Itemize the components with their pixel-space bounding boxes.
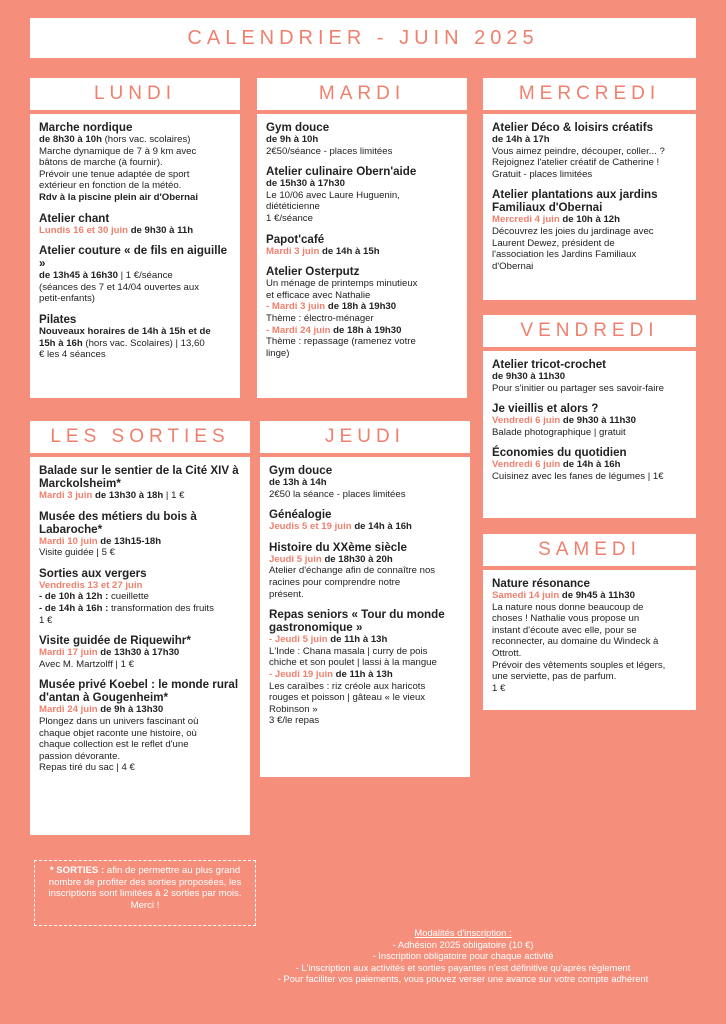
event-line	[269, 657, 462, 669]
event-line	[39, 349, 232, 361]
samedi-header	[483, 534, 696, 566]
event-title: Pilates	[39, 312, 77, 326]
event-text: Rejoignez l'atelier créatif de Catherine !	[492, 157, 660, 169]
event-text: bâtons de marche (à fournir).	[39, 157, 163, 169]
event-line	[39, 326, 232, 338]
event-time: - de 14h à 16h :	[39, 602, 109, 614]
event-time: de 14h à 16h	[560, 459, 621, 471]
event-line	[269, 565, 462, 577]
event-time: de 9h30 à 11h30	[560, 415, 636, 427]
event-date: Lundis 16 et 30 juin	[39, 224, 129, 236]
event-line	[39, 490, 242, 502]
mercredi-header-label: MERCREDI	[518, 83, 661, 104]
event-line	[39, 536, 242, 548]
event-line	[492, 249, 688, 261]
event-item	[269, 541, 462, 600]
event-text: chaque objet raconte une histoire, où	[39, 727, 197, 739]
event-line	[492, 238, 688, 250]
sorties-note	[34, 860, 256, 926]
event-time: de 13h à 14h	[269, 477, 327, 488]
event-title: Histoire du XXème siècle	[269, 540, 407, 554]
event-line	[39, 603, 242, 615]
event-line	[269, 646, 462, 658]
sorties-card	[30, 457, 250, 835]
event-item	[39, 634, 242, 670]
mercredi-header	[483, 78, 696, 110]
event-title: Généalogie	[269, 508, 332, 522]
event-line	[39, 659, 242, 671]
event-text: Plongez dans un univers fascinant où	[39, 715, 199, 727]
event-text: rouges et poisson | gâteau « le vieux	[269, 692, 426, 704]
event-item	[39, 121, 232, 204]
event-time: de 11h à 13h	[332, 668, 393, 680]
event-text: présent.	[269, 588, 304, 600]
event-line	[39, 615, 242, 627]
event-line	[269, 477, 462, 489]
event-date: Vendredi 6 juin	[492, 415, 561, 427]
event-line	[492, 671, 688, 683]
event-title: Atelier culinaire Obern'aide	[266, 165, 417, 179]
event-date: - Jeudi 5 juin	[269, 634, 328, 646]
event-line	[266, 178, 459, 190]
event-text: Balade photographique | gratuit	[492, 426, 626, 438]
event-line	[39, 270, 232, 282]
event-line	[39, 157, 232, 169]
event-time: de 14h à 16h	[351, 521, 412, 533]
event-date: - Mardi 3 juin	[266, 301, 326, 313]
event-line	[492, 427, 688, 439]
event-item	[266, 265, 459, 359]
event-title: Atelier couture « de fils en aiguille »	[39, 244, 228, 271]
event-title: Balade sur le sentier de la Cité XIV à Marckolsheim*	[39, 464, 239, 490]
event-item	[492, 577, 688, 694]
event-text: instant d'écoute avec elle, pour se	[492, 624, 637, 636]
event-time: de 18h à 19h30	[330, 324, 402, 336]
event-item	[266, 233, 459, 258]
event-line	[39, 338, 232, 350]
event-date: Mercredi 4 juin	[492, 214, 560, 226]
event-line	[266, 213, 459, 225]
mardi-header	[257, 78, 467, 110]
event-time: de 18h à 19h30	[325, 301, 397, 313]
event-text: extérieur en fonction de la météo.	[39, 180, 182, 192]
event-line	[492, 415, 688, 427]
event-line	[266, 348, 459, 360]
event-date: Mardi 17 juin	[39, 647, 98, 659]
event-text: une serviette, pas de parfum.	[492, 671, 617, 683]
event-item	[39, 567, 242, 626]
event-text: chiche et son poulet | lassi à la mangue	[269, 657, 437, 669]
event-title: Repas seniors « Tour du monde gastronomique »	[269, 608, 445, 635]
event-line	[39, 728, 242, 740]
event-title: Économies du quotidien	[492, 446, 627, 460]
event-date: Vendredi 6 juin	[492, 459, 561, 471]
jeudi-header-label: JEUDI	[325, 426, 405, 447]
event-text: L'Inde : Chana masala | curry de pois	[269, 645, 428, 657]
modalites-line: - Adhésion 2025 obligatoire (10 €)	[392, 938, 534, 950]
samedi-card	[483, 570, 696, 710]
event-line	[266, 190, 459, 202]
event-item	[492, 121, 688, 180]
event-line	[269, 704, 462, 716]
event-text: Le 10/06 avec Laure Huguenin,	[266, 189, 400, 201]
event-line	[492, 134, 688, 146]
event-line	[269, 521, 462, 533]
event-text: Atelier d'échange afin de connaître nos	[269, 565, 436, 577]
event-item	[39, 678, 242, 774]
event-line	[492, 226, 688, 238]
event-time: de 15h30 à 17h30	[266, 178, 345, 190]
event-line	[492, 683, 688, 695]
event-line	[39, 739, 242, 751]
event-line	[266, 201, 459, 213]
event-text: Découvrez les joies du jardinage avec	[492, 225, 654, 237]
event-line	[39, 716, 242, 728]
event-text: Marche dynamique de 7 à 9 km avec	[39, 145, 197, 157]
event-line	[492, 383, 688, 395]
event-line	[269, 554, 462, 566]
event-line	[266, 313, 459, 325]
event-line	[266, 278, 459, 290]
event-line	[266, 146, 459, 158]
event-date: - Mardi 24 juin	[266, 324, 331, 336]
event-title: Atelier plantations aux jardins Familiaux d'Obernai	[492, 188, 658, 215]
jeudi-header	[260, 421, 470, 453]
event-title: Papot'café	[266, 232, 325, 246]
event-line	[39, 293, 232, 305]
event-time: de 13h15-18h	[97, 535, 162, 547]
event-text: 2€50 la séance - places limitées	[269, 488, 406, 500]
event-text: (hors vac. scolaires)	[101, 134, 191, 145]
event-time: Nouveaux horaires de 14h à 15h et de	[39, 325, 211, 337]
sorties-note-label: * SORTIES :	[49, 865, 105, 876]
event-line	[39, 225, 232, 237]
event-line	[269, 489, 462, 501]
event-title: Sorties aux vergers	[39, 566, 147, 580]
event-item	[269, 464, 462, 500]
event-line	[39, 751, 242, 763]
event-text: et efficace avec Nathalie	[266, 289, 371, 301]
modalites-line: - L'inscription aux activités et sorties payantes n'est définitive qu'après règlement	[295, 961, 631, 973]
sorties-header	[30, 421, 250, 453]
event-title: Gym douce	[269, 464, 333, 477]
modalites-inscription	[200, 927, 726, 985]
event-date: Vendredis 13 et 27 juin	[39, 579, 143, 591]
event-text: Thème : électro-ménager	[266, 312, 374, 324]
event-line	[39, 704, 242, 716]
event-item	[492, 402, 688, 438]
mardi-header-label: MARDI	[318, 83, 406, 104]
event-date: - Jeudi 19 juin	[269, 668, 333, 680]
event-line	[492, 590, 688, 602]
samedi-header-label: SAMEDI	[538, 539, 641, 560]
event-line	[492, 471, 688, 483]
modalites-line: - Pour faciliter vos paiements, vous pouvez verser une avance sur votre compte adhérent	[277, 973, 649, 985]
event-time: de 13h30 à 17h30	[97, 647, 180, 659]
event-title: Je vieillis et alors ?	[492, 402, 599, 416]
event-time: 15h à 16h	[39, 337, 83, 349]
page-title: CALENDRIER - JUIN 2025	[187, 26, 539, 49]
event-line	[39, 647, 242, 659]
event-item	[39, 313, 232, 361]
event-line	[39, 547, 242, 559]
event-line	[266, 325, 459, 337]
event-line	[492, 459, 688, 471]
event-text: Prévoir une tenue adaptée de sport	[39, 168, 190, 180]
event-item	[492, 446, 688, 482]
event-text: racines pour comprendre notre	[269, 576, 401, 588]
event-text: diététicienne	[266, 201, 320, 213]
event-title: Gym douce	[266, 121, 330, 134]
event-title: Atelier Osterputz	[266, 265, 360, 279]
event-text: cueillette	[108, 591, 149, 603]
event-title: Marche nordique	[39, 121, 133, 134]
event-line	[269, 715, 462, 727]
event-line	[492, 157, 688, 169]
event-time: de 9h30 à 11h	[128, 224, 194, 236]
event-line	[269, 669, 462, 681]
event-line	[266, 301, 459, 313]
modalites-title: Modalités d'inscription :	[414, 927, 512, 938]
event-item	[269, 608, 462, 727]
event-title: Musée des métiers du bois à Labaroche*	[39, 509, 197, 536]
event-item	[266, 165, 459, 224]
event-line	[492, 660, 688, 672]
event-line	[269, 634, 462, 646]
event-text: Gratuit - places limitées	[492, 168, 593, 180]
event-time: de 11h à 13h	[327, 634, 388, 646]
event-line	[39, 169, 232, 181]
event-text: | 1 €	[163, 490, 185, 501]
event-text: chaque collection est le reflet d'une	[39, 739, 189, 751]
event-text: transformation des fruits	[108, 602, 214, 614]
event-date: Mardi 3 juin	[39, 490, 93, 501]
event-line	[39, 180, 232, 192]
event-item	[39, 510, 242, 559]
event-text: petit-enfants)	[39, 293, 95, 305]
event-line	[269, 577, 462, 589]
event-text: Avec M. Martzolff | 1 €	[39, 658, 134, 670]
event-line	[39, 146, 232, 158]
event-line	[266, 290, 459, 302]
mardi-card	[257, 114, 467, 398]
event-time: de 18h30 à 20h	[321, 553, 393, 565]
event-line	[269, 681, 462, 693]
event-line	[269, 692, 462, 704]
event-text: Repas tiré du sac | 4 €	[39, 762, 135, 774]
event-title: Atelier Déco & loisirs créatifs	[492, 121, 654, 134]
event-text: Cuisinez avec les fanes de légumes | 1€	[492, 470, 664, 482]
event-line	[39, 282, 232, 294]
event-line	[492, 625, 688, 637]
vendredi-card	[483, 351, 696, 518]
event-text: | 1 €/séance	[117, 270, 173, 282]
event-date: Mardi 24 juin	[39, 704, 98, 716]
event-text: d'Obernai	[492, 260, 534, 272]
event-line	[492, 648, 688, 660]
event-time: de 14h à 15h	[319, 245, 380, 257]
event-item	[39, 464, 242, 502]
event-time: Rdv à la piscine plein air d'Obernai	[39, 191, 199, 203]
event-text: choses ! Nathalie vous propose un	[492, 613, 640, 625]
vendredi-header	[483, 315, 696, 347]
event-text: passion dévorante.	[39, 750, 121, 762]
modalites-line: - Inscription obligatoire pour chaque activité	[372, 950, 554, 962]
event-date: Jeudi 5 juin	[269, 553, 322, 565]
event-text: € les 4 séances	[39, 349, 106, 361]
event-line	[492, 613, 688, 625]
page-title-box	[30, 18, 696, 58]
lundi-card	[30, 114, 240, 398]
event-text: l'association les Jardins Familiaux	[492, 249, 637, 261]
event-time: de 9h à 13h30	[97, 704, 164, 716]
event-text: linge)	[266, 347, 290, 359]
event-text: 3 €/le repas	[269, 715, 320, 727]
event-text: 2€50/séance - places limitées	[266, 145, 393, 157]
event-time: - de 10h à 12h :	[39, 591, 109, 603]
event-line	[39, 192, 232, 204]
event-item	[39, 244, 232, 305]
event-line	[492, 261, 688, 273]
event-line	[492, 146, 688, 158]
event-line	[492, 602, 688, 614]
event-date: Samedi 14 juin	[492, 590, 560, 601]
event-line	[269, 589, 462, 601]
lundi-header-label: LUNDI	[93, 83, 176, 104]
event-item	[266, 121, 459, 157]
event-item	[269, 508, 462, 533]
event-title: Visite guidée de Riquewihr*	[39, 634, 191, 648]
event-line	[492, 371, 688, 383]
event-date: Mardi 10 juin	[39, 535, 98, 547]
event-time: de 8h30 à 10h	[39, 134, 102, 145]
sorties-note-text: afin de permettre au plus grand nombre de profiter des sorties proposées, les inscriptions sont limitées à 2 sorties par mois. Merci !	[48, 865, 242, 911]
event-line	[492, 169, 688, 181]
event-text: La nature nous donne beaucoup de	[492, 601, 644, 613]
event-text: reconnecter, au domaine du Windeck à	[492, 636, 659, 648]
event-time: de 9h30 à 11h30	[492, 371, 566, 382]
event-text: Prévoir des vêtements souples et légers,	[492, 659, 666, 671]
event-title: Nature résonance	[492, 577, 590, 590]
event-text: 1 €	[492, 682, 506, 694]
event-text: (hors vac. Scolaires) | 13,60	[82, 337, 205, 349]
event-text: Un ménage de printemps minutieux	[266, 278, 418, 290]
event-date: Jeudis 5 et 19 juin	[269, 521, 352, 533]
event-line	[266, 336, 459, 348]
event-item	[39, 212, 232, 237]
event-time: de 10h à 12h	[559, 214, 620, 226]
mercredi-card	[483, 114, 696, 300]
event-text: 1 €	[39, 614, 53, 626]
lundi-header	[30, 78, 240, 110]
event-line	[39, 591, 242, 603]
event-date: Mardi 3 juin	[266, 245, 320, 257]
event-time: de 13h30 à 18h	[92, 490, 164, 501]
event-text: Visite guidée | 5 €	[39, 547, 115, 559]
event-title: Atelier tricot-crochet	[492, 358, 607, 371]
sorties-header-label: LES SORTIES	[50, 426, 230, 447]
event-text: (séances des 7 et 14/04 ouvertes aux	[39, 281, 199, 293]
vendredi-header-label: VENDREDI	[520, 320, 659, 341]
event-text: Les caraïbes : riz créole aux haricots	[269, 680, 426, 692]
event-line	[492, 214, 688, 226]
event-text: Thème : repassage (ramenez votre	[266, 336, 416, 348]
event-line	[492, 636, 688, 648]
event-text: Ottrott.	[492, 647, 522, 659]
event-line	[39, 762, 242, 774]
event-item	[492, 188, 688, 272]
event-line	[39, 134, 232, 146]
event-time: de 13h45 à 16h30	[39, 270, 118, 282]
event-line	[266, 134, 459, 146]
event-text: Robinson »	[269, 703, 318, 715]
event-text: Vous aimez peindre, découper, coller... ?	[492, 145, 665, 157]
event-time: de 9h à 10h	[266, 134, 319, 145]
event-title: Atelier chant	[39, 211, 110, 225]
event-text: Pour s'initier ou partager ses savoir-faire	[492, 382, 664, 394]
event-text: Laurent Dewez, président de	[492, 237, 615, 249]
event-line	[39, 580, 242, 592]
event-line	[266, 246, 459, 258]
event-text: 1 €/séance	[266, 212, 313, 224]
event-time: de 9h45 à 11h30	[559, 590, 635, 601]
event-title: Musée privé Koebel : le monde rural d'antan à Gougenheim*	[39, 678, 239, 705]
event-item	[492, 358, 688, 394]
jeudi-card	[260, 457, 470, 777]
event-time: de 14h à 17h	[492, 134, 550, 145]
